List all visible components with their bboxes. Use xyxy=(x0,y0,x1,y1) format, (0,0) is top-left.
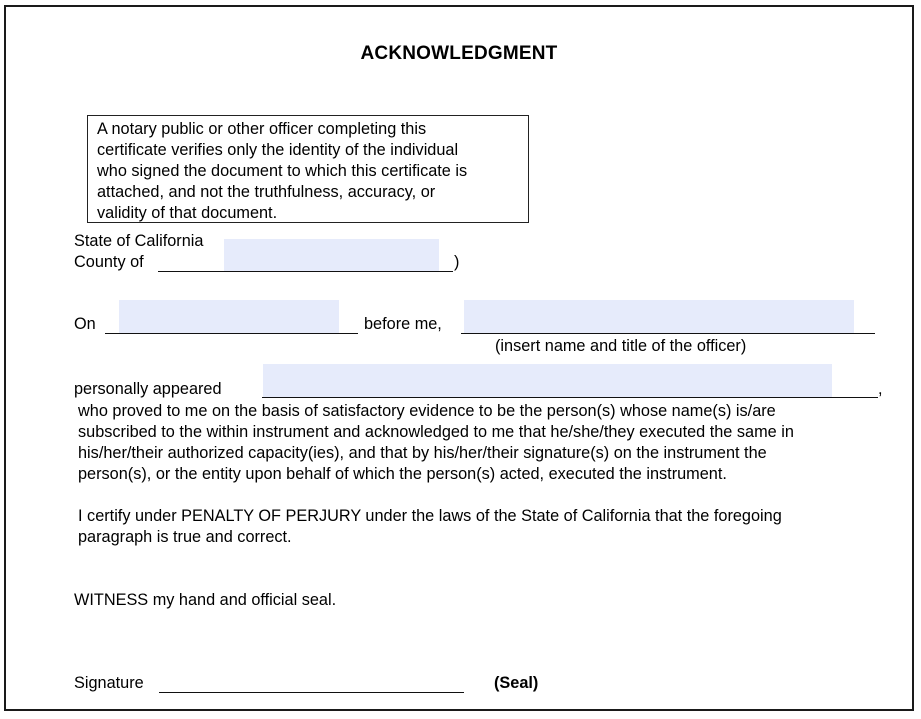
notice-line: who signed the document to which this certificate is xyxy=(97,162,468,180)
notary-notice-box xyxy=(87,115,529,223)
officer-hint: (insert name and title of the officer) xyxy=(495,337,747,355)
county-input[interactable] xyxy=(224,239,439,271)
officer-name-input[interactable] xyxy=(464,300,854,333)
proved-paragraph xyxy=(78,401,794,485)
county-label: County of xyxy=(74,253,144,271)
notice-line: validity of that document. xyxy=(97,204,278,222)
notice-line: attached, and not the truthfulness, accuracy, or xyxy=(97,183,436,201)
paragraph-line: paragraph is true and correct. xyxy=(78,528,292,546)
signature-label: Signature xyxy=(74,674,144,692)
appeared-name-input[interactable] xyxy=(263,364,832,397)
before-me-label: before me, xyxy=(364,315,442,333)
acknowledgment-form xyxy=(4,5,914,711)
notice-line: certificate verifies only the identity of the individual xyxy=(97,141,459,159)
appeared-comma: , xyxy=(878,380,883,398)
paragraph-line: his/her/their authorized capacity(ies), and that by his/her/their signature(s) on the instrument the xyxy=(78,444,767,462)
witness-text: WITNESS my hand and official seal. xyxy=(74,591,337,609)
paragraph-line: I certify under PENALTY OF PERJURY under the laws of the State of California that the foregoing xyxy=(78,507,782,525)
paragraph-line: who proved to me on the basis of satisfactory evidence to be the person(s) whose name(s) is/are xyxy=(78,402,776,420)
appeared-label: personally appeared xyxy=(74,380,222,398)
signature-line[interactable] xyxy=(159,692,464,693)
notice-line: A notary public or other officer completing this xyxy=(97,120,427,138)
officer-underline xyxy=(461,333,875,334)
appeared-underline xyxy=(262,397,878,398)
perjury-paragraph xyxy=(78,506,782,548)
on-label: On xyxy=(74,315,96,333)
paragraph-line: subscribed to the within instrument and acknowledged to me that he/she/they executed the same in xyxy=(78,423,794,441)
paragraph-line: person(s), or the entity upon behalf of which the person(s) acted, executed the instrument. xyxy=(78,465,727,483)
date-underline xyxy=(105,333,358,334)
page-title: ACKNOWLEDGMENT xyxy=(360,43,558,64)
seal-label: (Seal) xyxy=(494,674,539,692)
county-underline xyxy=(158,271,453,272)
state-label: State of California xyxy=(74,232,204,250)
county-close-paren: ) xyxy=(454,253,460,271)
date-input[interactable] xyxy=(119,300,339,333)
